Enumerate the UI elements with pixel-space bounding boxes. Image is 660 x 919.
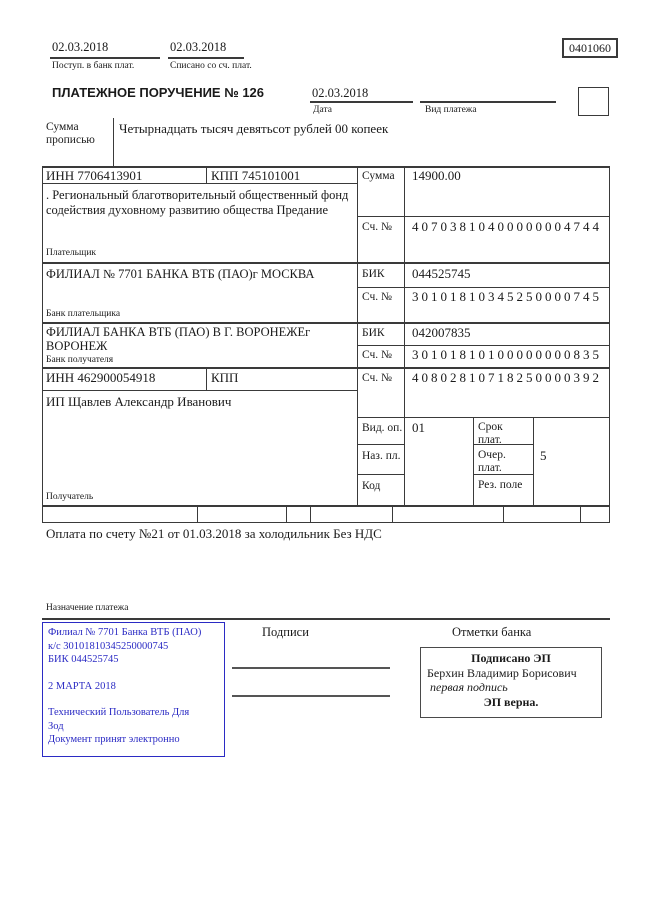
payee-account: 40802810718250000392 [412,370,602,385]
payer-bank-bik-label: БИК [362,268,385,280]
payee-bank-bik-label: БИК [362,327,385,339]
sum-value: 14900.00 [412,168,461,183]
payee-bank-section-label: Банк получателя [46,355,114,365]
queue-label: Очер. плат. [478,449,506,474]
payee-bank-bik: 042007835 [412,325,471,340]
divider [357,216,610,217]
payer-kpp: КПП 745101001 [211,168,301,183]
bank-marks-label: Отметки банка [452,625,532,639]
payee-kpp-label: КПП [211,370,239,385]
divider [42,262,610,264]
divider [310,101,413,103]
reserve-label: Рез. поле [478,479,523,491]
divider [42,183,357,184]
received-date: 02.03.2018 [52,40,109,54]
signatures-label: Подписи [262,625,309,639]
spacer [48,667,224,680]
payer-bank-section-label: Банк плательщика [46,309,121,319]
payee-bank-account-label: Сч. № [362,349,393,361]
divider [168,57,244,59]
amount-words-label: Сумма прописью [46,121,95,146]
payer-inn: ИНН 7706413901 [46,168,143,183]
esign-note: первая подпись [430,680,508,694]
divider [206,367,207,390]
divider [206,166,207,183]
received-label: Поступ. в банк плат. [52,61,135,71]
divider [42,618,610,620]
payer-bank-account: 30101810345250000745 [412,289,602,304]
queue-value: 5 [540,448,547,463]
payee-bank-name: ФИЛИАЛ БАНКА ВТБ (ПАО) В Г. ВОРОНЕЖЕг ВОРОНЕЖ [46,325,311,353]
divider [357,166,358,505]
payee-name: ИП Щавлев Александр Иванович [46,394,232,409]
esign-title: Подписано ЭП [471,651,551,665]
divider [42,367,610,369]
code-label: Код [362,480,381,492]
payee-bank-account: 30101810100000000835 [412,347,602,362]
payment-type-box [578,87,609,116]
divider [42,390,357,391]
divider [197,505,198,522]
stamp-date: 2 МАРТА 2018 [48,680,116,692]
stamp-bank-name: Филиал № 7701 Банка ВТБ (ПАО) [48,627,202,638]
divider [357,474,405,475]
divider [357,417,610,418]
divider [473,474,533,475]
op-kind-label: Вид. оп. [362,422,403,434]
divider [420,101,556,103]
divider [392,505,393,522]
divider [42,322,610,324]
divider [580,505,581,522]
divider [310,505,311,522]
divider [503,505,504,522]
divider [42,166,43,522]
divider [473,417,474,505]
payment-type-label: Вид платежа [425,105,477,115]
op-kind-value: 01 [412,420,425,435]
signature-line [232,695,390,697]
stamp-accepted: Документ принят электронно [48,734,180,745]
divider [404,166,405,505]
term-label: Срок плат. [478,421,503,446]
stamp-user: Технический Пользователь Для Зод [48,707,190,732]
purpose-label: Назначение платежа [46,603,129,613]
esign-verified: ЭП верна. [483,694,539,709]
form-code-box [562,38,618,58]
esign-box [420,647,602,718]
payer-section-label: Плательщик [46,248,97,258]
divider [42,505,610,507]
payer-bank-name: ФИЛИАЛ № 7701 БАНКА ВТБ (ПАО)г МОСКВА [46,267,315,281]
stamp-bik: БИК 044525745 [48,654,119,665]
spacer [48,693,224,706]
amount-words-value: Четырнадцать тысяч девятьсот рублей 00 копеек [119,121,389,136]
esign-name: Берхин Владимир Борисович [427,665,577,680]
payer-bank-account-label: Сч. № [362,291,393,303]
page-title: ПЛАТЕЖНОЕ ПОРУЧЕНИЕ № 126 [52,85,265,100]
document-date: 02.03.2018 [312,86,369,100]
date-label: Дата [313,105,332,115]
divider [533,417,534,505]
debited-label: Списано со сч. плат. [170,61,252,71]
payer-account-label: Сч. № [362,221,393,233]
divider [113,118,114,166]
divider [357,444,405,445]
divider [42,522,610,523]
divider [50,57,160,59]
payee-account-label: Сч. № [362,372,393,384]
form-code: 0401060 [569,41,611,55]
signature-line [232,667,390,669]
purpose-text: Оплата по счету №21 от 01.03.2018 за холодильник Без НДС [46,526,382,541]
payer-name: . Региональный благотворительный общественный фонд содействия духовному развитию общества Предание [46,188,349,217]
payer-bank-bik: 044525745 [412,266,471,281]
stamp-corr-account: к/с 30101810345250000745 [48,640,169,652]
divider [357,345,610,346]
payee-inn: ИНН 462900054918 [46,370,156,385]
debited-date: 02.03.2018 [170,40,227,54]
bank-stamp [42,622,225,757]
divider [609,166,610,522]
divider [357,287,610,288]
sum-label: Сумма [362,170,395,182]
payer-account: 40703810400000004744 [412,219,602,234]
payee-section-label: Получатель [46,492,94,502]
purpose-code-label: Наз. пл. [362,450,401,462]
divider [286,505,287,522]
